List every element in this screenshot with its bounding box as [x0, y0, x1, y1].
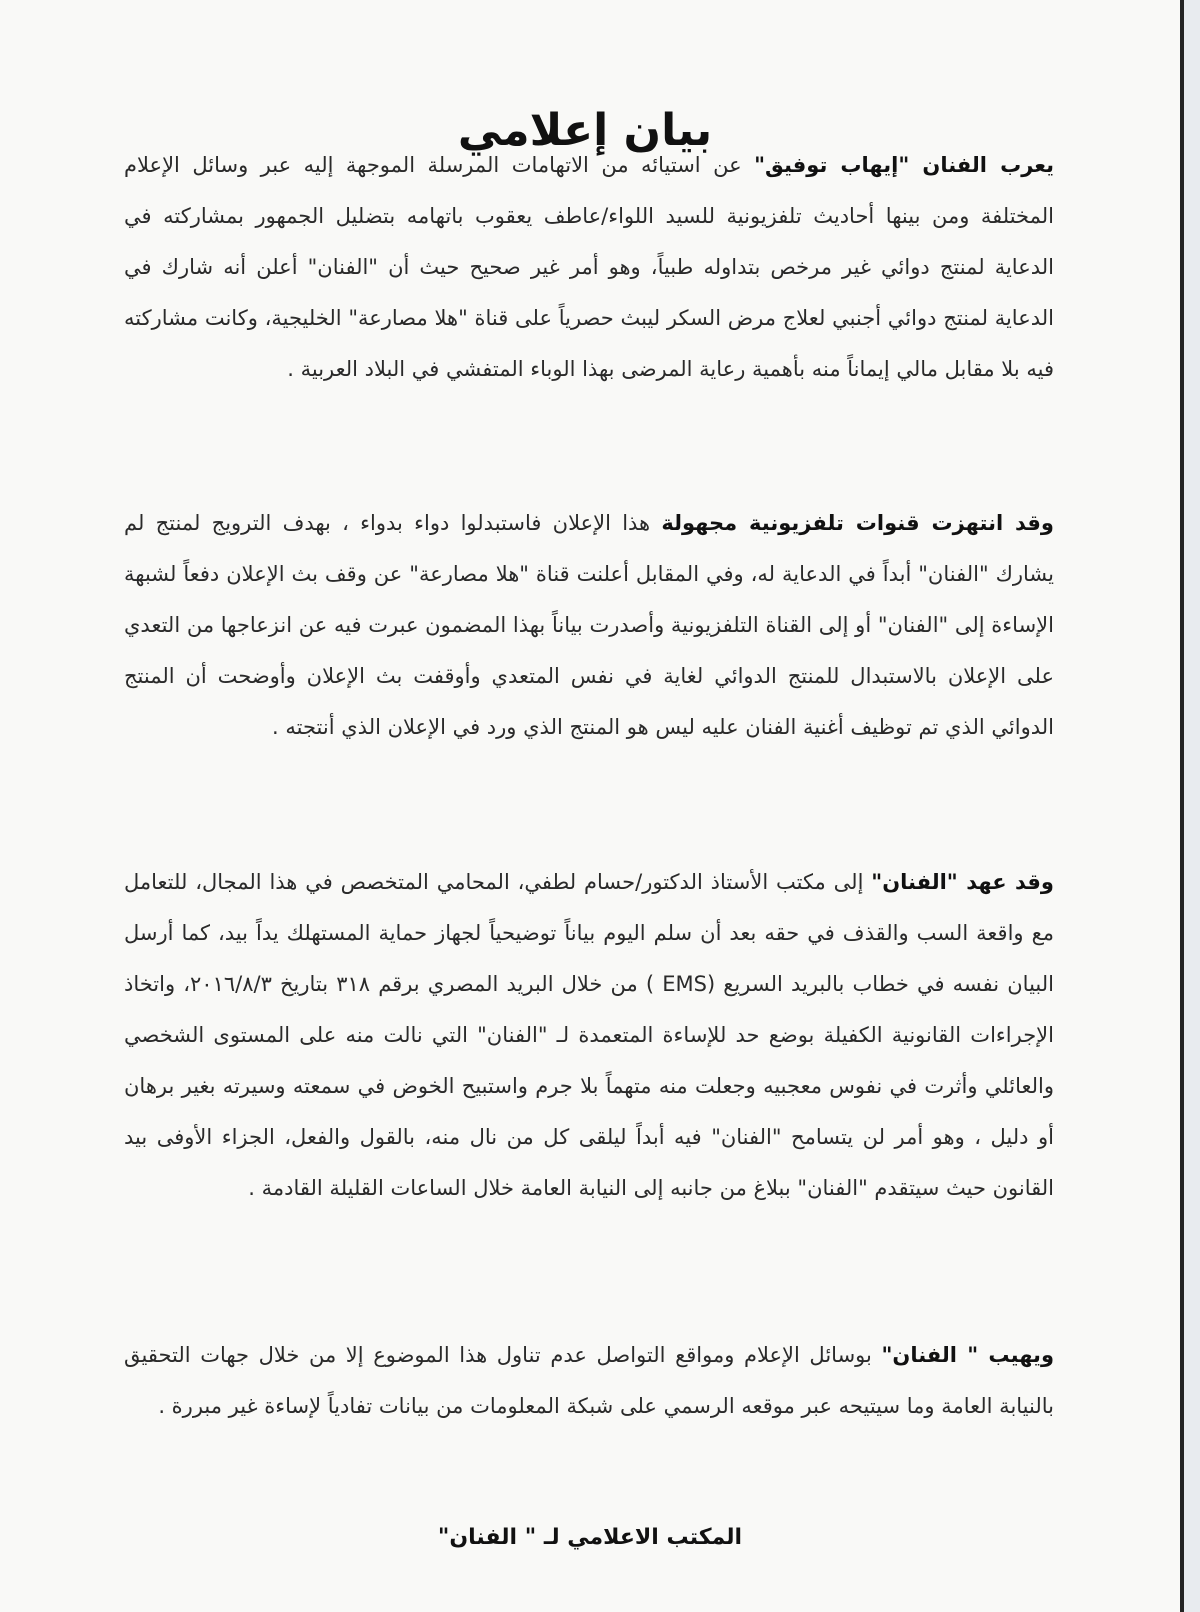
paragraph-1-lead: يعرب الفنان "إيهاب توفيق"	[754, 153, 1054, 177]
paragraph-4-lead: ويهيب " الفنان"	[881, 1343, 1054, 1367]
paragraph-4	[124, 1330, 1054, 1432]
paragraph-1	[124, 140, 1054, 395]
paragraph-2-lead: وقد انتهزت قنوات تلفزيونية مجهولة	[661, 511, 1054, 535]
paragraph-3	[124, 857, 1054, 1214]
paragraph-4-text: بوسائل الإعلام ومواقع التواصل عدم تناول هذا الموضوع إلا من خلال جهات التحقيق بالنيابة العامة وما سيتيحه عبر موقعه الرسمي على شبكة المعلومات من بيانات تفادياً لإساءة غير مبررة .	[124, 1343, 1054, 1418]
signature: المكتب الاعلامي لـ " الفنان"	[437, 1525, 743, 1550]
paragraph-1-text: عن استيائه من الاتهامات المرسلة الموجهة إليه عبر وسائل الإعلام المختلفة ومن بينها أحاديث تلفزيونية للسيد اللواء/عاطف يعقوب باتهامه بتضليل الجمهور بمشاركته في الدعاية لمنتج دوائي غير مرخص بتداوله طبياً، وهو أمر غير صحيح حيث أن "الفنان" أعلن أنه شارك في الدعاية لمنتج دوائي أجنبي لعلاج مرض السكر ليبث حصرياً على قناة "هلا مصارعة" الخليجية، وكانت مشاركته فيه بلا مقابل مالي إيماناً منه بأهمية رعاية المرضى بهذا الوباء المتفشي في البلاد العربية .	[124, 153, 1054, 381]
paragraph-2	[124, 498, 1054, 753]
paragraph-3-text: إلى مكتب الأستاذ الدكتور/حسام لطفي، المحامي المتخصص في هذا المجال، للتعامل مع واقعة السب والقذف في حقه بعد أن سلم اليوم بياناً توضيحياً لجهاز حماية المستهلك يداً بيد، كما أرسل البيان نفسه في خطاب بالبريد السريع (EMS ) من خلال البريد المصري برقم ٣١٨ بتاريخ ٢٠١٦/٨/٣، واتخاذ الإجراءات القانونية الكفيلة بوضع حد للإساءة المتعمدة لـ "الفنان" التي نالت منه على المستوى الشخصي والعائلي وأثرت في نفوس معجبيه وجعلت منه متهماً بلا جرم واستبيح الخوض في سمعته وسيرته بغير برهان أو دليل ، وهو أمر لن يتسامح "الفنان" فيه أبداً ليلقى كل من نال منه، بالقول والفعل، الجزاء الأوفى بيد القانون حيث سيتقدم "الفنان" ببلاغ من جانبه إلى النيابة العامة خلال الساعات القليلة القادمة .	[124, 870, 1054, 1200]
paragraph-3-lead: وقد عهد "الفنان"	[871, 870, 1054, 894]
document-title: بيان إعلامي	[457, 105, 713, 157]
paper-edge	[1184, 0, 1200, 1612]
paragraph-2-text: هذا الإعلان فاستبدلوا دواء بدواء ، بهدف الترويج لمنتج لم يشارك "الفنان" أبداً في الدعاية له، وفي المقابل أعلنت قناة "هلا مصارعة" عن وقف بث الإعلان دفعاً لشبهة الإساءة إلى "الفنان" أو إلى القناة التلفزيونية وأصدرت بياناً بهذا المضمون عبرت فيه عن انزعاجها من التعدي على الإعلان بالاستبدال للمنتج الدوائي لغاية في نفس المتعدي وأوقفت بث الإعلان وأوضحت أن المنتج الدوائي الذي تم توظيف أغنية الفنان عليه ليس هو المنتج الذي ورد في الإعلان الذي أنتجته .	[124, 511, 1054, 739]
page-border-line	[1180, 0, 1184, 1612]
